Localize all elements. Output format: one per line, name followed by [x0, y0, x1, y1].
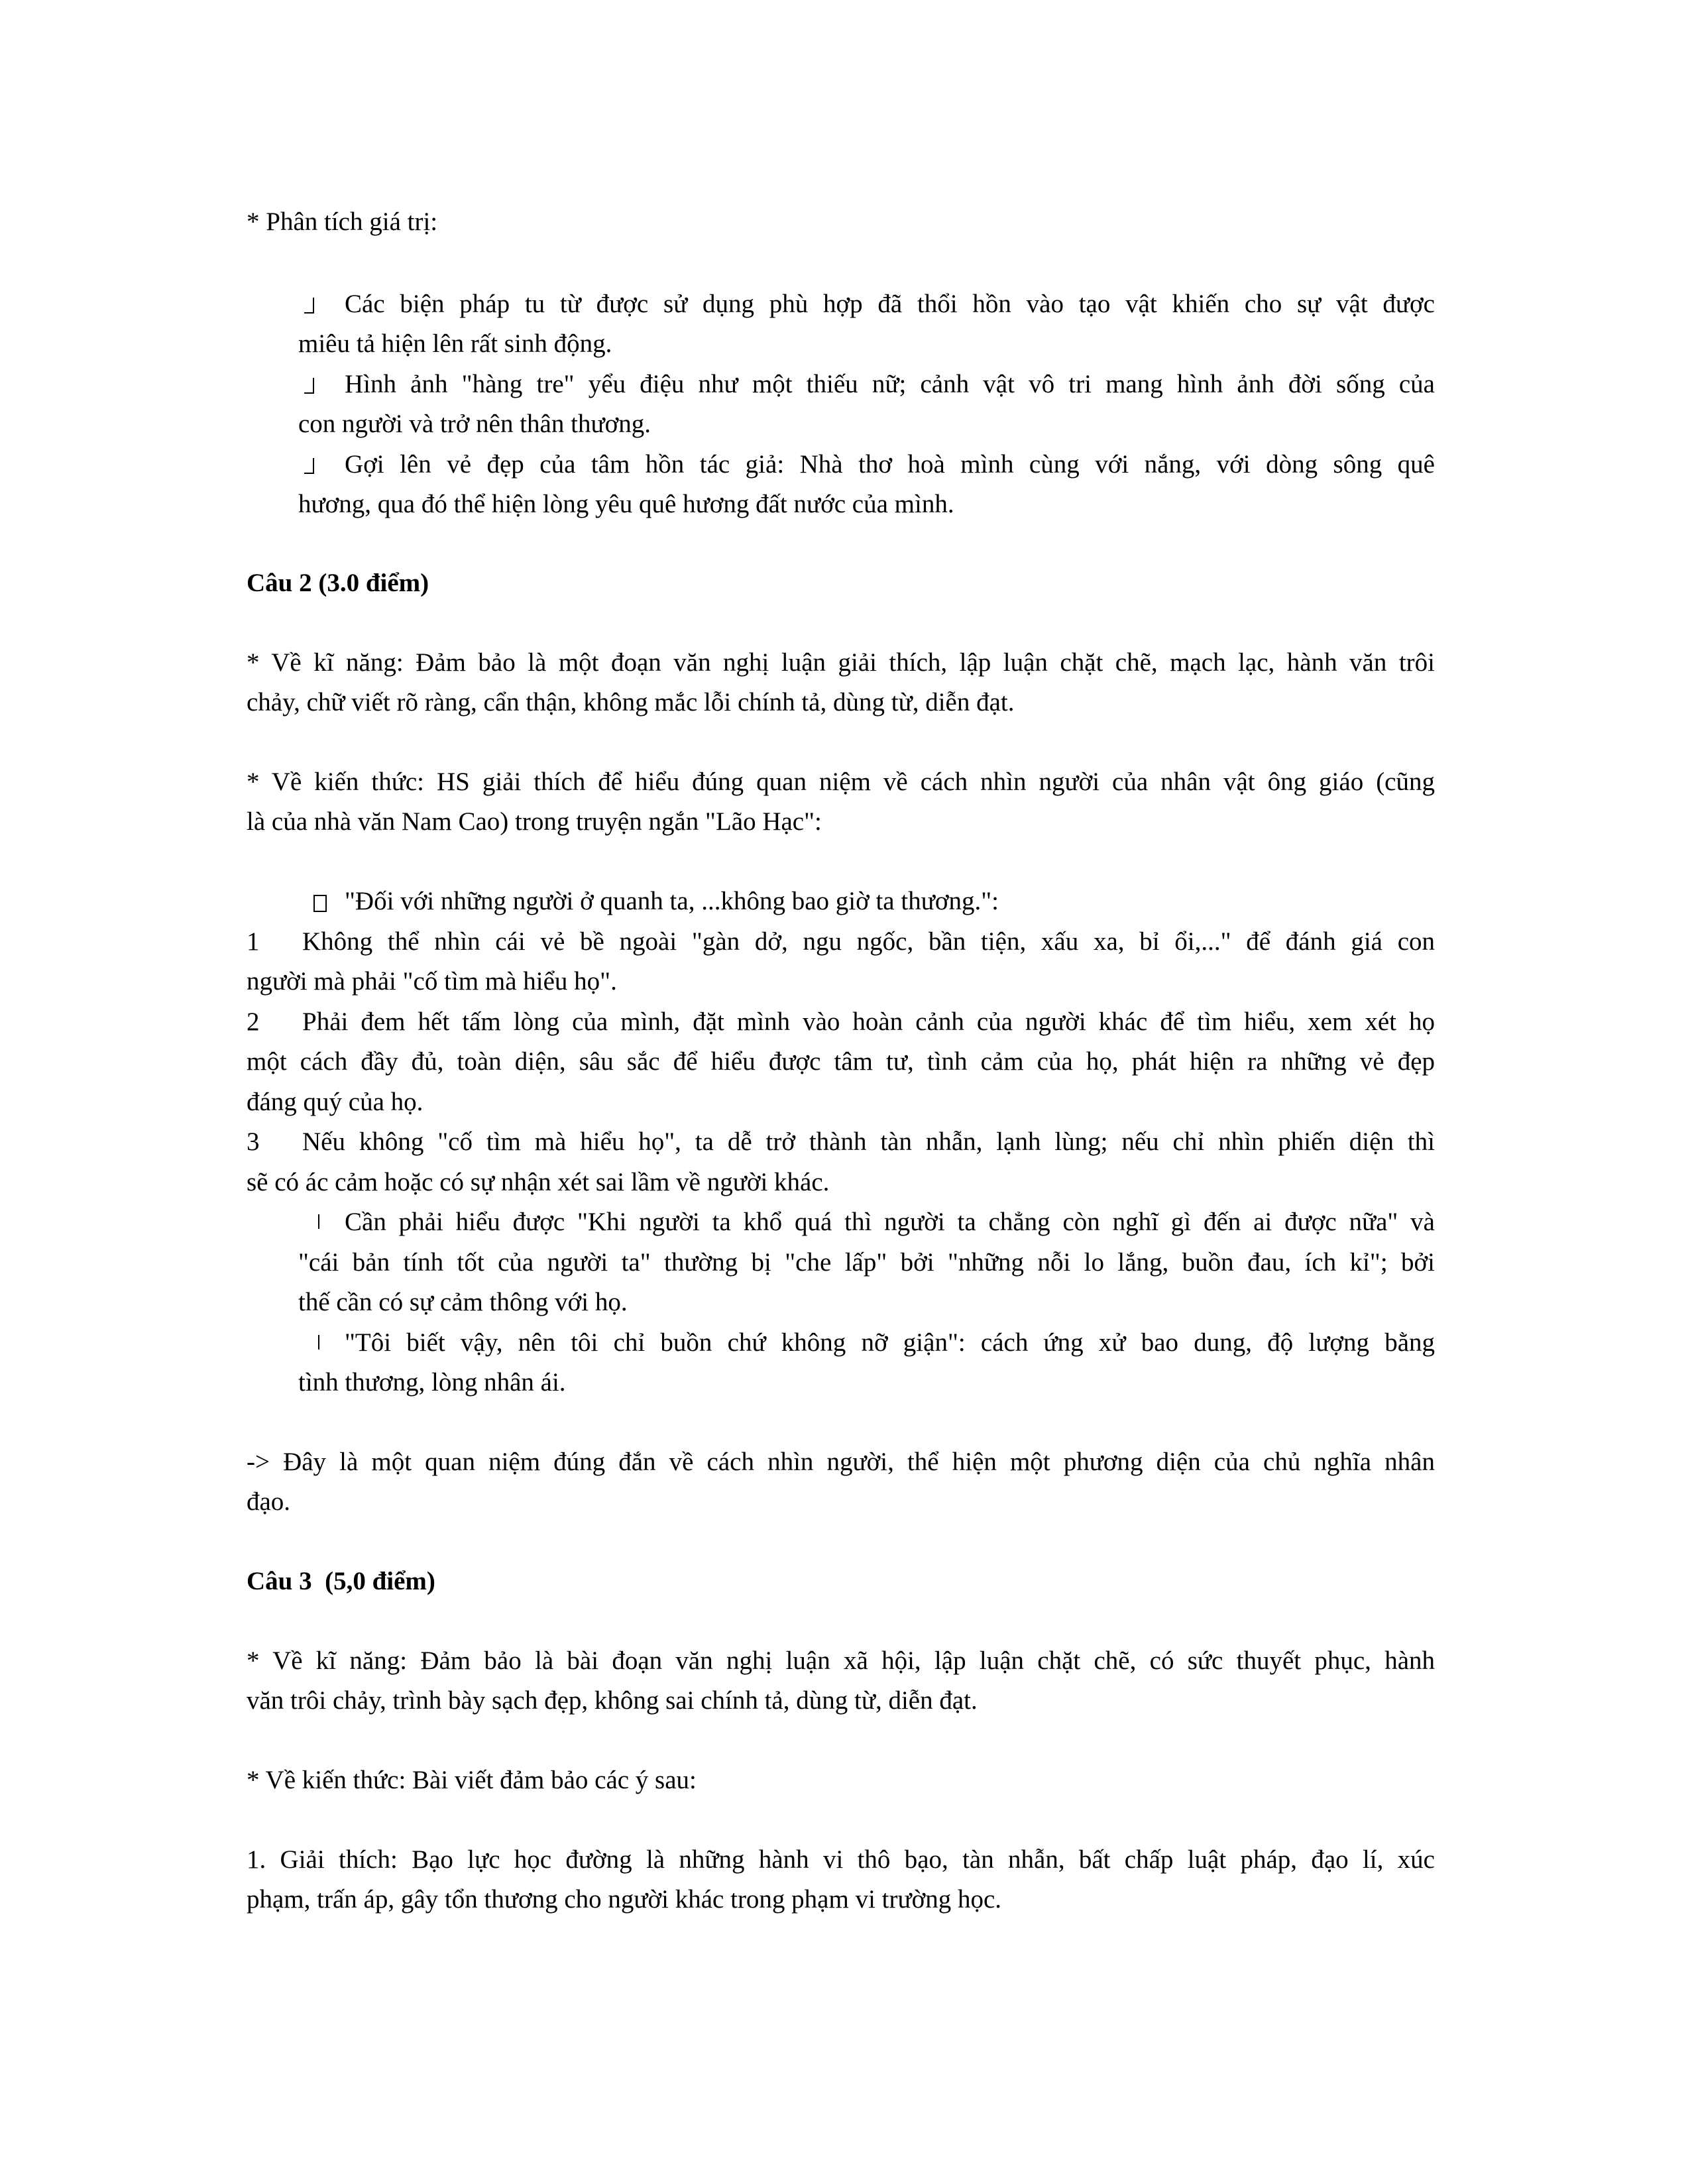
cau2-sub-item-2-line-1	[0, 1322, 1690, 1364]
cau2-numbered-3-text-2: sẽ có ác cảm hoặc có sự nhận xét sai lầm về người khác.	[247, 1168, 830, 1196]
value-item-2-text-2: con người và trở nên thân thương.	[298, 410, 651, 438]
cau3-knowledge-text: * Về kiến thức: Bài viết đảm bảo các ý sau:	[247, 1766, 697, 1794]
cau3-skill-text-1: * Về kĩ năng: Đảm bảo là bài đoạn văn nghị luận xã hội, lập luận chặt chẽ, có sức thuyết phục, hành	[247, 1646, 1435, 1675]
cau2-sub-item-1-text-1: Cần phải hiểu được "Khi người ta khổ quá thì người ta chẳng còn nghĩ gì đến ai được nữa" và	[345, 1208, 1435, 1236]
cau2-numbered-2-line-3	[0, 1081, 1690, 1123]
cau2-knowledge-text-2: là của nhà văn Nam Cao) trong truyện ngắn "Lão Hạc":	[247, 807, 822, 836]
value-item-3-text-2: hương, qua đó thể hiện lòng yêu quê hương đất nước của mình.	[298, 490, 954, 518]
bullet-bar-icon	[318, 1335, 319, 1350]
cau2-numbered-2-text-2: một cách đầy đủ, toàn diện, sâu sắc để hiểu được tâm tư, tình cảm của họ, phát hiện ra những vẻ đẹp	[247, 1047, 1435, 1076]
cau3-heading-line	[0, 1560, 1690, 1603]
numbered-marker: 1	[247, 927, 260, 956]
cau3-explain-line-1	[0, 1839, 1690, 1881]
cau2-skill-text-2: chảy, chữ viết rõ ràng, cẩn thận, không mắc lỗi chính tả, dùng từ, diễn đạt.	[247, 688, 1015, 717]
value-item-1-line-1	[0, 283, 1690, 325]
bullet-bar-icon	[318, 1214, 319, 1229]
cau2-skill-line-1	[0, 642, 1690, 684]
value-heading: * Phân tích giá trị:	[247, 207, 438, 236]
cau3-knowledge-line	[0, 1759, 1690, 1802]
cau2-sub-item-1-line-1	[0, 1201, 1690, 1243]
cau2-numbered-2-text-1: Phải đem hết tấm lòng của mình, đặt mình vào hoàn cảnh của người khác để tìm hiểu, xem xét họ	[302, 1007, 1435, 1036]
cau2-heading-line	[0, 562, 1690, 604]
cau2-sub-item-2-text-2: tình thương, lòng nhân ái.	[298, 1368, 566, 1397]
cau2-sub-item-1-text-3: thế cần có sự cảm thông với họ.	[298, 1288, 628, 1316]
value-item-3-text-1: Gợi lên vẻ đẹp của tâm hồn tác giả: Nhà thơ hoà mình cùng với nắng, với dòng sông quê	[345, 450, 1435, 479]
cau2-numbered-2-line-1	[0, 1001, 1690, 1043]
numbered-marker: 2	[247, 1007, 260, 1036]
cau3-explain-text-2: phạm, trấn áp, gây tổn thương cho người khác trong phạm vi trường học.	[247, 1885, 1002, 1914]
cau2-knowledge-line-1	[0, 761, 1690, 803]
cau2-conclusion-line-1	[0, 1441, 1690, 1483]
cau2-skill-line-2	[0, 681, 1690, 724]
cau2-heading: Câu 2 (3.0 điểm)	[247, 569, 429, 597]
cau2-sub-item-1-line-3	[0, 1281, 1690, 1324]
value-item-3-line-2	[0, 483, 1690, 526]
cau2-sub-item-2-line-2	[0, 1361, 1690, 1404]
cau3-skill-line-1	[0, 1640, 1690, 1682]
cau2-conclusion-text-1: -> Đây là một quan niệm đúng đắn về cách nhìn người, thể hiện một phương diện của chủ nghĩa nhân	[247, 1448, 1435, 1476]
numbered-marker: 3	[247, 1127, 260, 1156]
cau2-numbered-3-line-1	[0, 1121, 1690, 1163]
value-item-1-text-1: Các biện pháp tu từ được sử dụng phù hợp đã thổi hồn vào tạo vật khiến cho sự vật được	[345, 290, 1435, 318]
value-heading-line	[0, 201, 1690, 243]
cau2-skill-text-1: * Về kĩ năng: Đảm bảo là một đoạn văn nghị luận giải thích, lập luận chặt chẽ, mạch lạc, hành văn trôi	[247, 648, 1435, 677]
cau2-quote: "Đối với những người ở quanh ta, ...không bao giờ ta thương.":	[345, 887, 999, 915]
value-item-1-text-2: miêu tả hiện lên rất sinh động.	[298, 329, 612, 358]
bullet-box-icon	[304, 378, 314, 394]
cau2-numbered-2-text-3: đáng quý của họ.	[247, 1088, 423, 1116]
value-item-2-line-2	[0, 403, 1690, 445]
cau2-numbered-1-line-1	[0, 921, 1690, 963]
cau3-heading: Câu 3 (5,0 điểm)	[247, 1567, 435, 1595]
cau2-numbered-1-line-2	[0, 960, 1690, 1003]
cau2-numbered-2-line-2	[0, 1041, 1690, 1083]
cau3-skill-text-2: văn trôi chảy, trình bày sạch đẹp, không sai chính tả, dùng từ, diễn đạt.	[247, 1686, 978, 1715]
cau2-conclusion-line-2	[0, 1481, 1690, 1523]
cau2-sub-item-2-text-1: "Tôi biết vậy, nên tôi chỉ buồn chứ không nỡ giận": cách ứng xử bao dung, độ lượng bằng	[345, 1328, 1435, 1357]
cau2-knowledge-line-2	[0, 801, 1690, 843]
cau2-numbered-3-text-1: Nếu không "cố tìm mà hiểu họ", ta dễ trở thành tàn nhẫn, lạnh lùng; nếu chỉ nhìn phiến diện thì	[302, 1127, 1435, 1156]
bullet-box-icon	[313, 895, 327, 912]
cau2-knowledge-text-1: * Về kiến thức: HS giải thích để hiểu đúng quan niệm về cách nhìn người của nhân vật ông giáo (cũng	[247, 768, 1435, 796]
cau3-explain-text-1: 1. Giải thích: Bạo lực học đường là những hành vi thô bạo, tàn nhẫn, bất chấp luật pháp, đạo lí, xúc	[247, 1845, 1435, 1874]
cau2-numbered-1-text-1: Không thể nhìn cái vẻ bề ngoài "gàn dở, ngu ngốc, bần tiện, xấu xa, bỉ ổi,..." để đánh giá con	[302, 927, 1435, 956]
cau2-numbered-3-line-2	[0, 1161, 1690, 1204]
value-item-3-line-1	[0, 443, 1690, 486]
cau2-sub-item-1-line-2	[0, 1241, 1690, 1284]
cau3-explain-line-2	[0, 1878, 1690, 1921]
bullet-box-icon	[304, 298, 314, 314]
value-item-2-text-1: Hình ảnh "hàng tre" yểu điệu như một thiếu nữ; cảnh vật vô tri mang hình ảnh đời sống của	[345, 370, 1435, 398]
cau3-skill-line-2	[0, 1680, 1690, 1722]
cau2-quote-line	[0, 880, 1690, 923]
cau2-sub-item-1-text-2: "cái bản tính tốt của người ta" thường bị "che lấp" bởi "những nỗi lo lắng, buồn đau, ích kỉ"; bởi	[298, 1248, 1435, 1277]
bullet-box-icon	[304, 458, 314, 474]
cau2-numbered-1-text-2: người mà phải "cố tìm mà hiểu họ".	[247, 967, 617, 996]
value-item-2-line-1	[0, 363, 1690, 406]
cau2-conclusion-text-2: đạo.	[247, 1487, 291, 1516]
value-item-1-line-2	[0, 323, 1690, 365]
